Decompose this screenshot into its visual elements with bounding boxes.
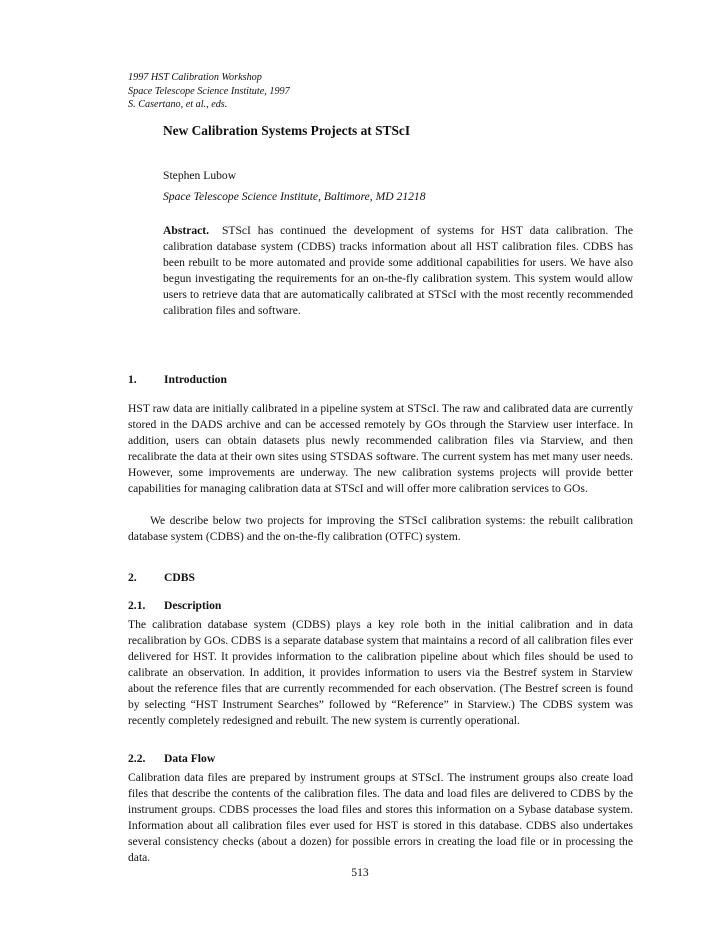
section-title: Description bbox=[164, 599, 222, 612]
page-number: 513 bbox=[351, 866, 369, 879]
header-line-1: 1997 HST Calibration Workshop bbox=[128, 72, 262, 83]
section-1-paragraph-1: HST raw data are initially calibrated in a pipeline system at STScI. The raw and calibrated data are currently stored in the DADS archive and can be accessed remotely by GOs through the Starview user interface. In addition, users can obtain datasets plus newly recommended calibration files via Starview, and then recalibrate the data at their own sites using STSDAS software. The current system has met many user needs. However, some improvements are underway. The new calibration systems projects will provide better capabilities for managing calibration data at STScI and will offer more calibration services to GOs. bbox=[128, 402, 633, 495]
section-1-paragraph-2: We describe below two projects for improving the STScI calibration systems: the rebuilt calibration database system (CDBS) and the on-the-fly calibration (OTFC) system. bbox=[128, 514, 633, 543]
section-number: 2.1. bbox=[128, 599, 146, 612]
subsection-2-2-heading bbox=[128, 752, 215, 765]
header-line-3: S. Casertano, et al., eds. bbox=[128, 99, 228, 110]
abstract-label: Abstract. bbox=[163, 224, 210, 237]
subsection-2-2-paragraph: Calibration data files are prepared by instrument groups at STScI. The instrument groups also create load files that describe the contents of the calibration files. The data and load files are delivered to CDBS by the instrument groups. CDBS processes the load files and stores this information on a Sybase database system. Information about all calibration files ever used for HST is stored in this database. CDBS also undertakes several consistency checks (about a dozen) for possible errors in creating the load file or in processing the data. bbox=[128, 771, 633, 864]
abstract bbox=[163, 223, 633, 319]
section-title: CDBS bbox=[164, 571, 195, 584]
author-name: Stephen Lubow bbox=[163, 169, 237, 182]
header-line-2: Space Telescope Science Institute, 1997 bbox=[128, 85, 290, 97]
subsection-2-1-paragraph: The calibration database system (CDBS) plays a key role both in the initial calibration and in data recalibration by GOs. CDBS is a separate database system that maintains a record of all calibration files ever delivered for HST. It provides information to the calibration pipeline about which files should be used to calibrate an observation. In addition, it provides information to users via the Bestref system in Starview about the reference files that are currently recommended for each observation. (The Bestref screen is found by selecting “HST Instrument Searches” followed by “Reference” in Starview.) The CDBS system was recently completely redesigned and rebuilt. The new system is currently operational. bbox=[128, 618, 633, 727]
author-affiliation: Space Telescope Science Institute, Baltimore, MD 21218 bbox=[163, 190, 426, 203]
section-number: 2. bbox=[128, 571, 137, 584]
section-title: Data Flow bbox=[164, 752, 216, 765]
proceedings-header bbox=[128, 71, 290, 112]
section-1-heading bbox=[128, 373, 227, 386]
section-title: Introduction bbox=[164, 373, 227, 386]
abstract-text: STScI has continued the development of systems for HST data calibration. The calibration database system (CDBS) tracks information about all HST calibration files. CDBS has been rebuilt to be more automated and provide some additional capabilities for users. We have also begun investigating the requirements for an on-the-fly calibration system. This system would allow users to retrieve data that are automatically calibrated at STScI with the most recently recommended calibration files and software. bbox=[163, 224, 633, 317]
section-2-heading bbox=[128, 571, 195, 584]
section-number: 1. bbox=[128, 373, 137, 386]
paper-title: New Calibration Systems Projects at STScI bbox=[163, 123, 411, 138]
section-number: 2.2. bbox=[128, 752, 146, 765]
subsection-2-1-heading bbox=[128, 599, 221, 612]
